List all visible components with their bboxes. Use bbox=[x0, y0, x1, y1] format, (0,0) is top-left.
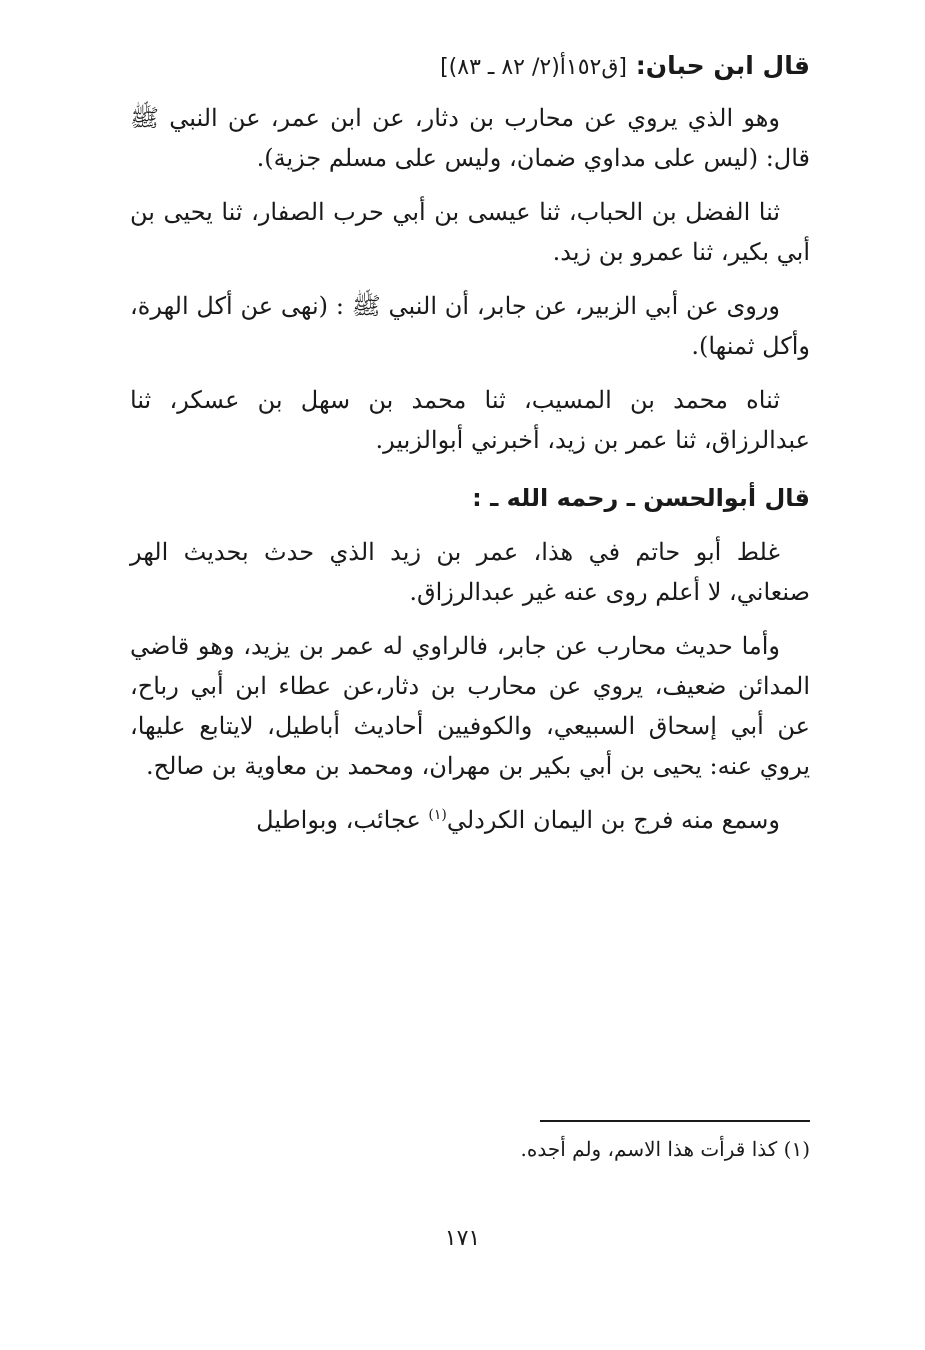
paragraph-7-before: وسمع منه فرج بن اليمان الكردلي bbox=[446, 806, 780, 834]
heading-text: قال ابن حبان: bbox=[635, 51, 810, 80]
paragraph-1: وهو الذي يروي عن محارب بن دثار، عن ابن عمر، عن النبي ﷺ قال: (ليس على مداوي ضمان، وليس على مسلم جزية). bbox=[130, 104, 810, 172]
page-number: ١٧١ bbox=[444, 1226, 481, 1251]
paragraph-6: وأما حديث محارب عن جابر، فالراوي له عمر بن يزيد، وهو قاضي المدائن ضعيف، يروي عن محارب بن دثار،عن عطاء ابن أبي رباح، عن أبي إسحاق السبيعي، والكوفيين أحاديث أباطيل، لايتابع عليها، يروي عنه: يحيى بن أبي بكير بن مهران، ومحمد بن معاوية بن صالح. bbox=[130, 632, 810, 780]
paragraph-7-after: عجائب، وبواطيل bbox=[256, 806, 429, 834]
footnote-marker: (١) bbox=[428, 807, 447, 823]
paragraph-4: ثناه محمد بن المسيب، ثنا محمد بن سهل بن عسكر، ثنا عبدالرزاق، ثنا عمر بن زيد، أخبرني أبوالزبير. bbox=[130, 386, 810, 454]
footnote-divider bbox=[540, 1120, 810, 1122]
subheading: قال أبوالحسن ـ رحمه الله ـ : bbox=[472, 484, 810, 512]
heading-reference: [ق١٥٢أ(٢/ ٨٢ ـ ٨٣)] bbox=[440, 55, 628, 80]
footnote: (١) كذا قرأت هذا الاسم، ولم أجده. bbox=[520, 1137, 810, 1161]
paragraph-2: ثنا الفضل بن الحباب، ثنا عيسى بن أبي حرب الصفار، ثنا يحيى بن أبي بكير، ثنا عمرو بن زيد. bbox=[130, 198, 810, 266]
paragraph-7 bbox=[130, 800, 810, 840]
section-heading bbox=[130, 40, 810, 94]
paragraph-3: وروى عن أبي الزبير، عن جابر، أن النبي ﷺ : (نهى عن أكل الهرة، وأكل ثمنها). bbox=[130, 292, 810, 360]
paragraph-5: غلط أبو حاتم في هذا، عمر بن زيد الذي حدث بحديث الهر صنعاني، لا أعلم روى عنه غير عبدالرزاق. bbox=[130, 538, 810, 606]
page-body bbox=[130, 40, 810, 854]
